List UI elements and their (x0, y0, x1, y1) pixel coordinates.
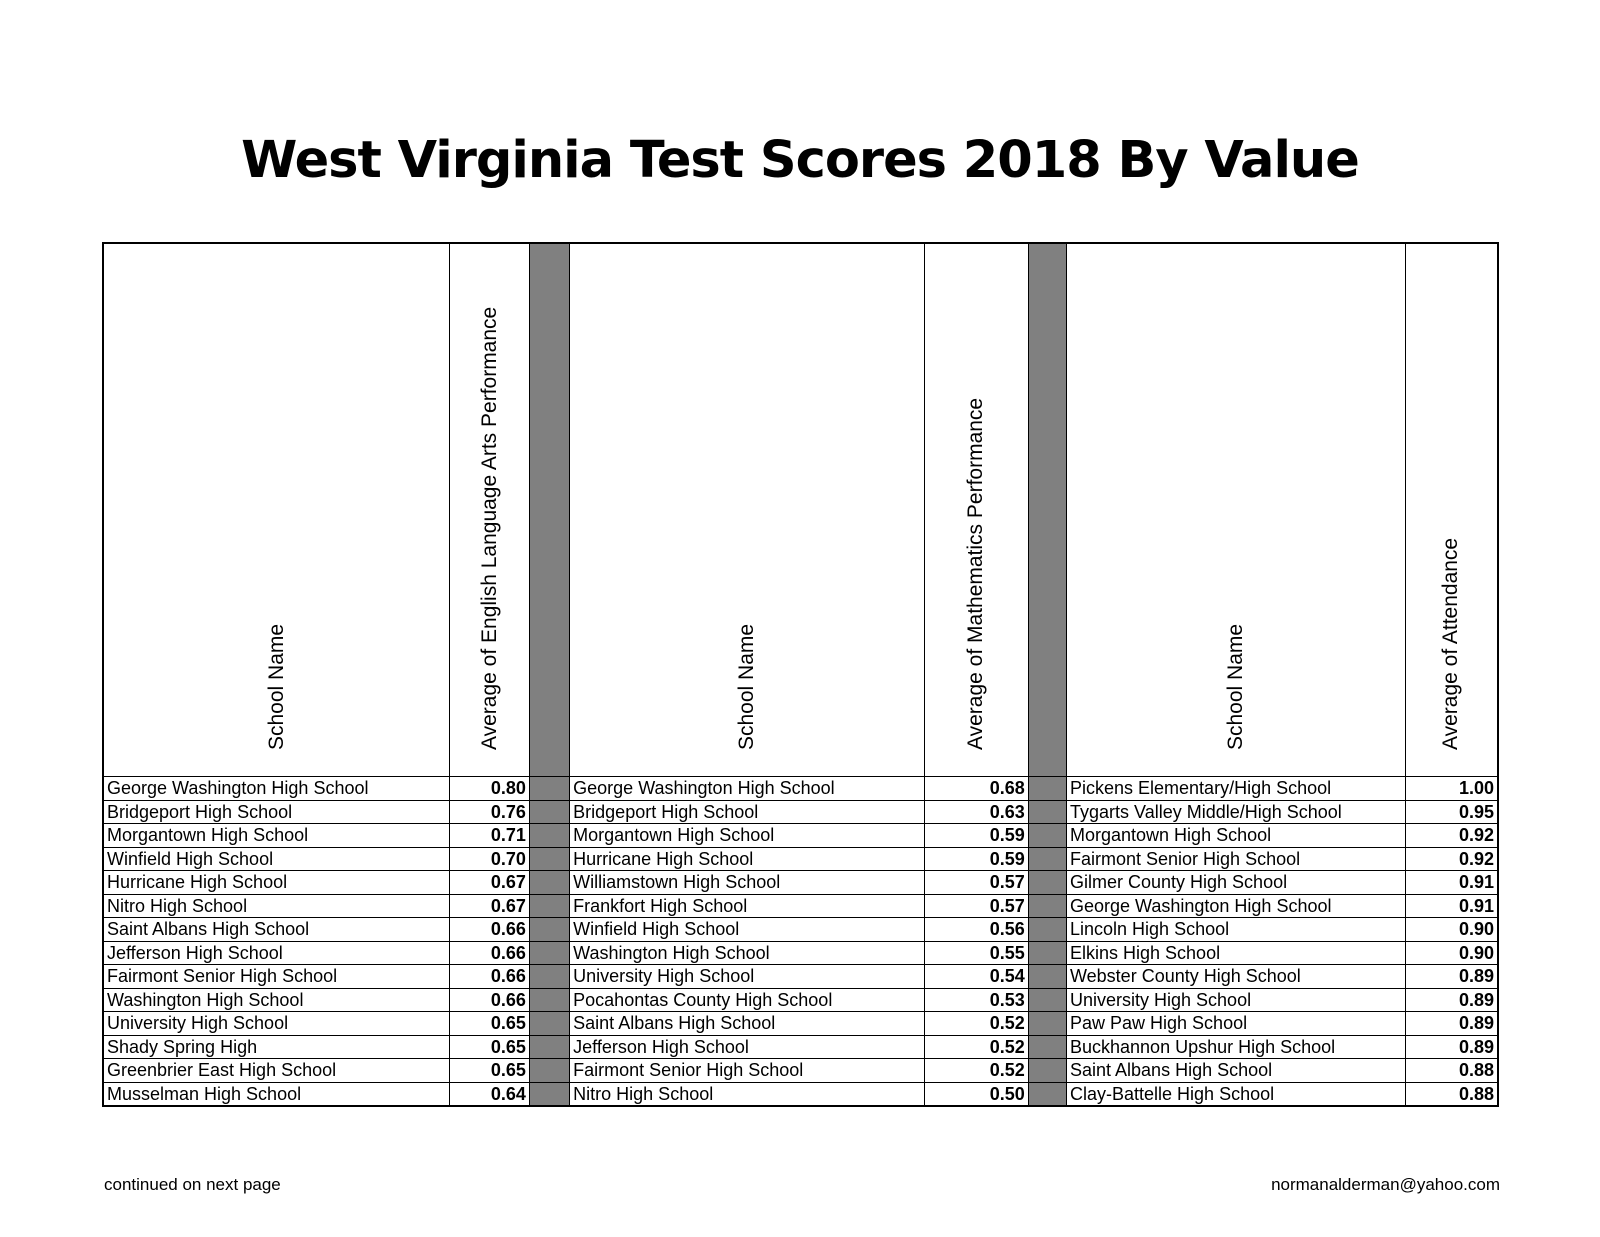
attendance-value-cell: 1.00 (1405, 777, 1498, 801)
footer-email: normanalderman@yahoo.com (1271, 1175, 1500, 1194)
ela-value-cell: 0.66 (450, 965, 529, 989)
table-row (103, 1059, 1498, 1083)
math-value-cell: 0.63 (925, 800, 1029, 824)
math-school-name-cell: George Washington High School (570, 777, 925, 801)
math-value-cell: 0.57 (925, 894, 1029, 918)
separator-cell (529, 988, 569, 1012)
table-row (103, 800, 1498, 824)
ela-school-name-cell: Washington High School (103, 988, 450, 1012)
table-row (103, 777, 1498, 801)
separator-cell (529, 894, 569, 918)
header-label: School Name (264, 623, 288, 750)
header-school-name-3 (1067, 243, 1406, 777)
math-value-cell: 0.57 (925, 871, 1029, 895)
header-row (103, 243, 1498, 777)
math-school-name-cell: Pocahontas County High School (570, 988, 925, 1012)
separator-cell (529, 918, 569, 942)
math-school-name-cell: Fairmont Senior High School (570, 1059, 925, 1083)
separator-cell (529, 824, 569, 848)
separator-cell (1028, 918, 1066, 942)
math-value-cell: 0.68 (925, 777, 1029, 801)
ela-value-cell: 0.71 (450, 824, 529, 848)
separator-cell (529, 1035, 569, 1059)
math-value-cell: 0.59 (925, 824, 1029, 848)
attendance-value-cell: 0.89 (1405, 1012, 1498, 1036)
separator-cell (1028, 1059, 1066, 1083)
math-school-name-cell: Washington High School (570, 941, 925, 965)
page-title: West Virginia Test Scores 2018 By Value (241, 131, 1359, 190)
attendance-school-name-cell: Clay-Battelle High School (1067, 1082, 1406, 1106)
math-school-name-cell: Williamstown High School (570, 871, 925, 895)
ela-school-name-cell: Fairmont Senior High School (103, 965, 450, 989)
math-value-cell: 0.54 (925, 965, 1029, 989)
attendance-school-name-cell: George Washington High School (1067, 894, 1406, 918)
separator-column (529, 243, 569, 777)
header-label: School Name (735, 623, 759, 750)
table-row (103, 1012, 1498, 1036)
separator-cell (1028, 988, 1066, 1012)
attendance-school-name-cell: University High School (1067, 988, 1406, 1012)
separator-cell (1028, 777, 1066, 801)
attendance-value-cell: 0.88 (1405, 1082, 1498, 1106)
attendance-school-name-cell: Pickens Elementary/High School (1067, 777, 1406, 801)
ela-school-name-cell: Shady Spring High (103, 1035, 450, 1059)
table-row (103, 1082, 1498, 1106)
math-school-name-cell: Bridgeport High School (570, 800, 925, 824)
table-row (103, 965, 1498, 989)
attendance-school-name-cell: Saint Albans High School (1067, 1059, 1406, 1083)
table-body (103, 777, 1498, 1107)
attendance-value-cell: 0.88 (1405, 1059, 1498, 1083)
separator-cell (1028, 824, 1066, 848)
attendance-school-name-cell: Webster County High School (1067, 965, 1406, 989)
header-ela (450, 243, 529, 777)
header-label: School Name (1223, 623, 1247, 750)
header-school-name-2 (570, 243, 925, 777)
attendance-school-name-cell: Paw Paw High School (1067, 1012, 1406, 1036)
table-row (103, 1035, 1498, 1059)
attendance-school-name-cell: Buckhannon Upshur High School (1067, 1035, 1406, 1059)
math-value-cell: 0.56 (925, 918, 1029, 942)
math-value-cell: 0.52 (925, 1059, 1029, 1083)
attendance-value-cell: 0.92 (1405, 847, 1498, 871)
attendance-value-cell: 0.89 (1405, 988, 1498, 1012)
separator-cell (529, 965, 569, 989)
attendance-value-cell: 0.90 (1405, 941, 1498, 965)
ela-school-name-cell: George Washington High School (103, 777, 450, 801)
ela-value-cell: 0.65 (450, 1035, 529, 1059)
separator-cell (529, 1082, 569, 1106)
separator-cell (529, 847, 569, 871)
scores-table (102, 242, 1499, 1107)
table-row (103, 941, 1498, 965)
separator-cell (529, 871, 569, 895)
separator-cell (529, 800, 569, 824)
ela-school-name-cell: University High School (103, 1012, 450, 1036)
separator-cell (1028, 800, 1066, 824)
ela-value-cell: 0.66 (450, 918, 529, 942)
header-attendance (1405, 243, 1498, 777)
math-value-cell: 0.59 (925, 847, 1029, 871)
math-school-name-cell: Hurricane High School (570, 847, 925, 871)
table-row (103, 894, 1498, 918)
separator-cell (529, 1012, 569, 1036)
ela-value-cell: 0.76 (450, 800, 529, 824)
attendance-value-cell: 0.90 (1405, 918, 1498, 942)
ela-value-cell: 0.66 (450, 941, 529, 965)
ela-value-cell: 0.65 (450, 1012, 529, 1036)
separator-cell (1028, 1082, 1066, 1106)
attendance-school-name-cell: Tygarts Valley Middle/High School (1067, 800, 1406, 824)
attendance-value-cell: 0.89 (1405, 1035, 1498, 1059)
math-school-name-cell: Jefferson High School (570, 1035, 925, 1059)
attendance-value-cell: 0.91 (1405, 894, 1498, 918)
header-label: Average of Attendance (1439, 537, 1463, 750)
ela-school-name-cell: Greenbrier East High School (103, 1059, 450, 1083)
attendance-school-name-cell: Elkins High School (1067, 941, 1406, 965)
ela-school-name-cell: Jefferson High School (103, 941, 450, 965)
ela-value-cell: 0.66 (450, 988, 529, 1012)
ela-school-name-cell: Morgantown High School (103, 824, 450, 848)
separator-cell (1028, 1035, 1066, 1059)
attendance-school-name-cell: Lincoln High School (1067, 918, 1406, 942)
header-label: Average of Mathematics Performance (964, 397, 988, 750)
separator-cell (529, 777, 569, 801)
ela-school-name-cell: Bridgeport High School (103, 800, 450, 824)
attendance-value-cell: 0.92 (1405, 824, 1498, 848)
separator-cell (1028, 965, 1066, 989)
separator-cell (1028, 1012, 1066, 1036)
attendance-school-name-cell: Morgantown High School (1067, 824, 1406, 848)
math-value-cell: 0.55 (925, 941, 1029, 965)
ela-school-name-cell: Winfield High School (103, 847, 450, 871)
ela-value-cell: 0.70 (450, 847, 529, 871)
separator-cell (1028, 941, 1066, 965)
math-value-cell: 0.50 (925, 1082, 1029, 1106)
ela-value-cell: 0.65 (450, 1059, 529, 1083)
header-school-name-1 (103, 243, 450, 777)
separator-cell (529, 941, 569, 965)
table-row (103, 871, 1498, 895)
header-label: Average of English Language Arts Performance (477, 306, 501, 750)
math-value-cell: 0.52 (925, 1012, 1029, 1036)
table-row (103, 847, 1498, 871)
separator-cell (1028, 847, 1066, 871)
attendance-school-name-cell: Fairmont Senior High School (1067, 847, 1406, 871)
header-math (925, 243, 1029, 777)
table-row (103, 918, 1498, 942)
separator-column (1028, 243, 1066, 777)
separator-cell (529, 1059, 569, 1083)
attendance-value-cell: 0.89 (1405, 965, 1498, 989)
ela-school-name-cell: Nitro High School (103, 894, 450, 918)
ela-school-name-cell: Hurricane High School (103, 871, 450, 895)
table-row (103, 988, 1498, 1012)
math-value-cell: 0.53 (925, 988, 1029, 1012)
math-school-name-cell: Frankfort High School (570, 894, 925, 918)
attendance-school-name-cell: Gilmer County High School (1067, 871, 1406, 895)
math-school-name-cell: University High School (570, 965, 925, 989)
separator-cell (1028, 894, 1066, 918)
ela-value-cell: 0.80 (450, 777, 529, 801)
table-row (103, 824, 1498, 848)
attendance-value-cell: 0.95 (1405, 800, 1498, 824)
math-school-name-cell: Nitro High School (570, 1082, 925, 1106)
ela-school-name-cell: Saint Albans High School (103, 918, 450, 942)
ela-school-name-cell: Musselman High School (103, 1082, 450, 1106)
math-school-name-cell: Morgantown High School (570, 824, 925, 848)
attendance-value-cell: 0.91 (1405, 871, 1498, 895)
ela-value-cell: 0.64 (450, 1082, 529, 1106)
math-school-name-cell: Saint Albans High School (570, 1012, 925, 1036)
math-value-cell: 0.52 (925, 1035, 1029, 1059)
separator-cell (1028, 871, 1066, 895)
ela-value-cell: 0.67 (450, 871, 529, 895)
math-school-name-cell: Winfield High School (570, 918, 925, 942)
footer-continued: continued on next page (104, 1175, 281, 1194)
ela-value-cell: 0.67 (450, 894, 529, 918)
